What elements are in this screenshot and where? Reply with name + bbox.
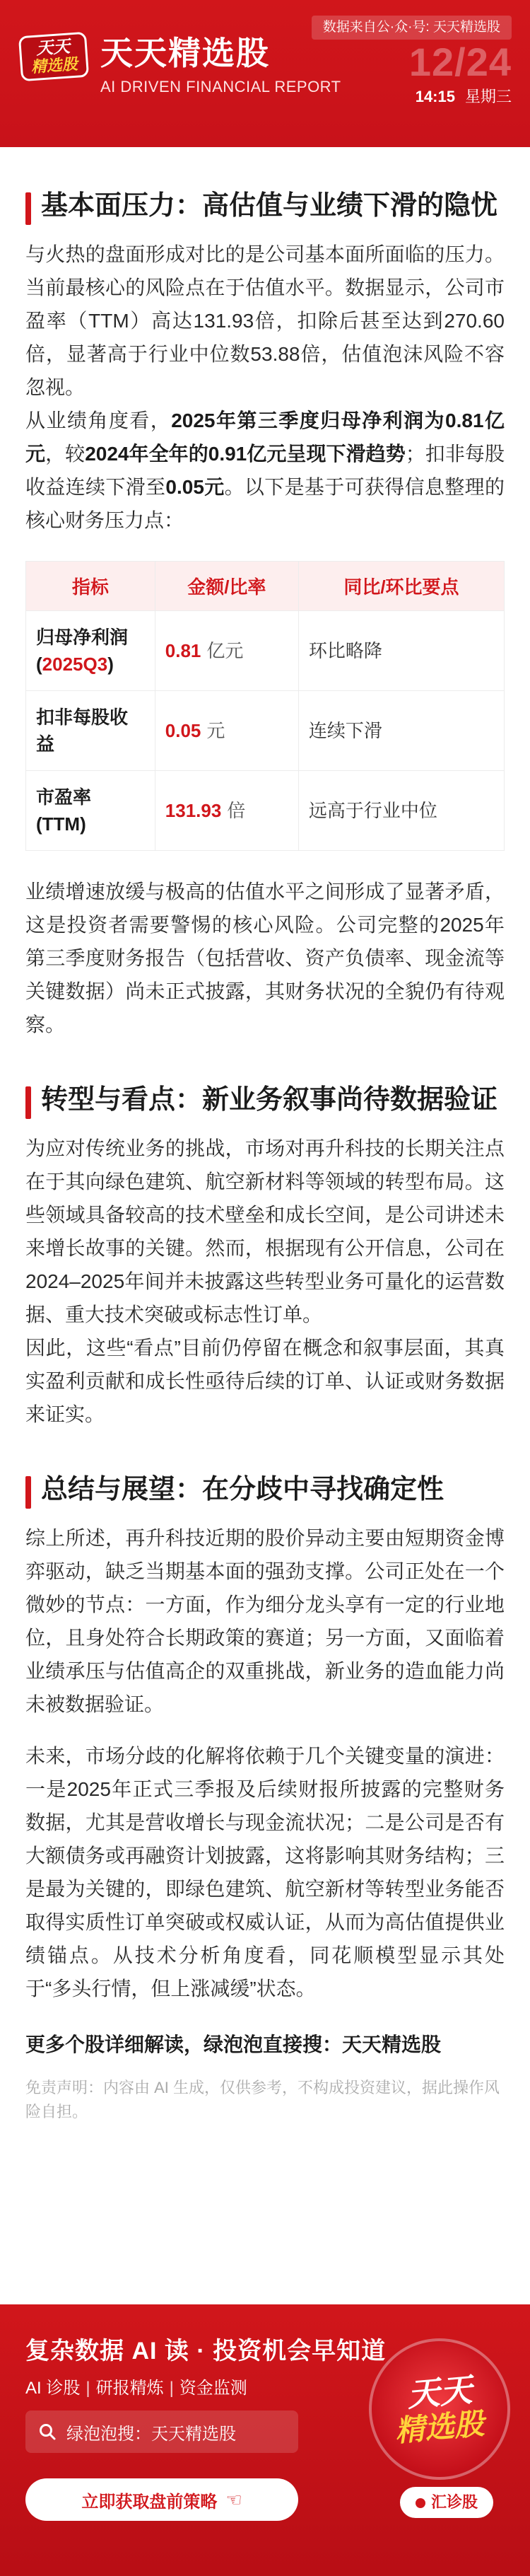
metric-unit: 倍 [227, 800, 246, 821]
metric-note: 环比略降 [298, 611, 504, 691]
metric-name [26, 611, 155, 691]
metric-note: 连续下滑 [298, 691, 504, 771]
feature-tag: 资金监测 [179, 2379, 247, 2398]
metric-number: 0.05 [165, 720, 201, 741]
paragraph: 为应对传统业务的挑战，市场对再升科技的长期关注点在于其向绿色建筑、航空新材料等领域的转型布局。这些领域具备较高的技术壁垒和成长空间，是公司讲述未来增长故事的关键。然而，根据现有公开信息，公司在2024–2025年间并未披露这些转型业务可量化的运营数据、重大技术突破或标志性订单。 [25, 1137, 505, 1325]
logo-line1: 天天 [35, 37, 71, 59]
report-body [0, 187, 530, 2124]
column-header: 指标 [26, 562, 155, 611]
pointing-hand-icon: ☜ [225, 2488, 242, 2510]
brand-subtitle: AI DRIVEN FINANCIAL REPORT [100, 78, 341, 95]
bold-text: 2025年第三季度归母净利润为0.81亿元 [25, 410, 505, 465]
feature-tag: 研报精炼 [95, 2379, 164, 2398]
table-row [26, 771, 505, 851]
metric-name-text: 归母净利润 ( [36, 627, 129, 675]
search-cta-line: 更多个股详细解读，绿泡泡直接搜：天天精选股 [25, 2033, 442, 2055]
paragraph: 未来，市场分歧的化解将依赖于几个关键变量的演进：一是2025年正式三季报及后续财报所披露的完整财务数据，尤其是营收增长与现金流状况；二是公司是否有大额债务或再融资计划披露，这将影响其财务结构；三是最为关键的，即绿色建筑、航空新材等转型业务能否取得实质性订单突破或权威认证，从而为高估值提供业绩锚点。从技术分析角度看，同花顺模型显示其处于“多头行情，但上涨减缓”状态。 [25, 1745, 505, 2000]
section-title-transformation: 转型与看点：新业务叙事尚待数据验证 [25, 1081, 505, 1119]
footer-feature-tags: AI 诊股 | 研报精炼 | 资金监测 [25, 2379, 247, 2398]
column-header: 同比/环比要点 [298, 562, 504, 611]
metric-number: 0.81 [165, 640, 201, 661]
disclaimer: 免责声明：内容由 AI 生成，仅供参考，不构成投资建议，据此操作风险自担。 [25, 2079, 500, 2120]
table-header-row [26, 562, 505, 611]
paragraph: 业绩增速放缓与极高的估值水平之间形成了显著矛盾，这是投资者需要警惕的核心风险。公司完整的2025年第三季度财务报告（包括营收、资产负债率、现金流等关键数据）尚未正式披露，其财务状况的全貌仍有待观察。 [25, 881, 505, 1035]
column-header: 金额/比率 [155, 562, 298, 611]
metric-unit: 元 [206, 720, 225, 741]
table-row [26, 611, 505, 691]
footer-logo-line2: 精选股 [394, 2406, 485, 2448]
footer-logo-line1: 天天 [405, 2371, 474, 2413]
metric-value [155, 611, 298, 691]
weekday-label: 星期三 [464, 88, 512, 105]
paragraph [25, 404, 505, 537]
brand-logo [18, 32, 89, 82]
feature-tag: AI 诊股 [25, 2379, 81, 2398]
pill-label: 汇诊股 [430, 2493, 478, 2511]
report-time [416, 85, 512, 107]
metric-name-text: 市盈率 (TTM) [36, 787, 92, 835]
button-label: 立即获取盘前策略 [81, 2492, 218, 2512]
promo-footer [0, 2304, 530, 2576]
table-row [26, 691, 505, 771]
dot-icon [416, 2498, 425, 2508]
metric-name [26, 691, 155, 771]
text-span: ；扣非每股收益连续下滑至 [25, 443, 505, 498]
metric-value [155, 771, 298, 851]
diagnose-stock-pill[interactable] [400, 2487, 493, 2518]
section-title-fundamentals: 基本面压力：高估值与业绩下滑的隐忧 [25, 187, 505, 225]
brand-title: 天天精选股 [100, 35, 270, 71]
financial-pressure-table [25, 561, 505, 851]
bold-text: 0.05元 [165, 476, 225, 498]
text-span: 从业绩角度看， [25, 410, 172, 431]
search-hint-box[interactable] [25, 2410, 298, 2453]
text-span: ，较 [45, 443, 86, 465]
metric-note: 远高于行业中位 [298, 771, 504, 851]
metric-value [155, 691, 298, 771]
time-label: 14:15 [415, 88, 455, 105]
search-icon [38, 2423, 57, 2441]
report-header [0, 0, 530, 147]
paragraph: 因此，这些“看点”目前仍停留在概念和叙事层面，其真实盈利贡献和成长性亟待后续的订单、认证或财务数据来证实。 [25, 1337, 505, 1425]
paragraph: 综上所述，再升科技近期的股价异动主要由短期资金博弈驱动，缺乏当期基本面的强劲支撑。公司正处在一个微妙的节点：一方面，作为细分龙头享有一定的行业地位，且身处符合长期政策的赛道；另一方面，又面临着业绩承压与估值高企的双重挑战，新业务的造血能力尚未被数据验证。 [25, 1527, 505, 1715]
bold-text: 2024年全年的0.91亿元呈现下滑趋势 [85, 443, 406, 465]
data-source-badge: 数据来自公·众·号: 天天精选股 [312, 16, 512, 40]
footer-brand-logo [369, 2338, 510, 2480]
footer-title: 复杂数据 AI 读 · 投资机会早知道 [25, 2338, 387, 2365]
search-hint-text: 绿泡泡搜：天天精选股 [66, 2424, 236, 2444]
metric-name [26, 771, 155, 851]
text-span: 。以下是基于可获得信息整理的核心财务压力点： [25, 476, 505, 531]
get-strategy-button[interactable] [25, 2478, 298, 2521]
logo-line2: 精选股 [30, 54, 78, 76]
metric-number: 131.93 [165, 800, 222, 821]
report-date: 12/24 [408, 40, 512, 84]
metric-name-text: 扣非每股收益 [36, 707, 129, 755]
metric-name-text: ) [107, 654, 114, 675]
metric-unit: 亿元 [206, 640, 244, 661]
paragraph: 与火热的盘面形成对比的是公司基本面所面临的压力。当前最核心的风险点在于估值水平。数据显示，公司市盈率（TTM）高达131.93倍，扣除后甚至达到270.60倍，显著高于行业中位数53.88倍，估值泡沫风险不容忽视。 [25, 243, 505, 398]
section-title-summary: 总结与展望：在分歧中寻找确定性 [25, 1470, 505, 1509]
metric-name-highlight: 2025Q3 [42, 654, 108, 675]
